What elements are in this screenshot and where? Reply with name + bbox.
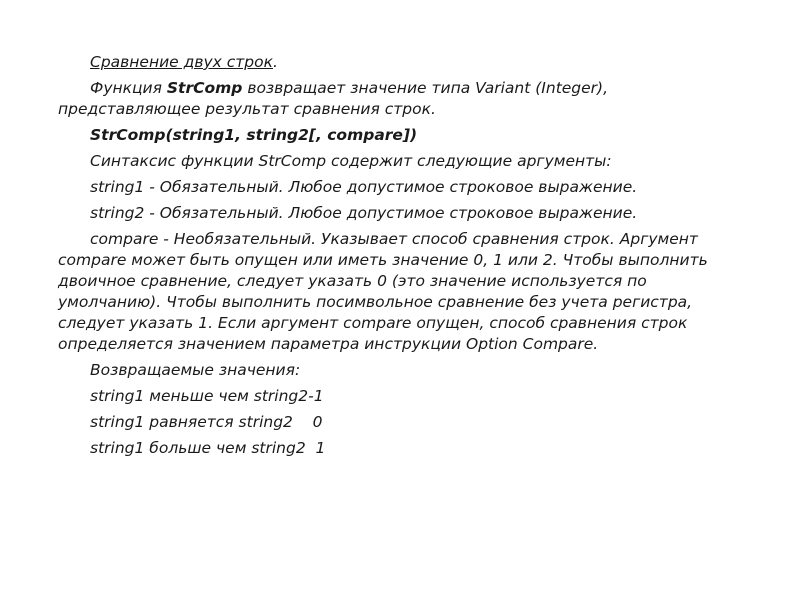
return-equal: string1 равняется string2 0 <box>90 413 323 431</box>
arguments-intro: Синтаксис функции StrComp содержит следующие аргументы: <box>90 152 612 170</box>
argument-string2: string2 - Обязательный. Любое допустимое строковое выражение. <box>90 204 638 222</box>
function-name: StrComp <box>166 79 243 97</box>
heading <box>58 52 748 73</box>
return-greater: string1 больше чем string2 1 <box>90 439 326 457</box>
argument-string1: string1 - Обязательный. Любое допустимое строковое выражение. <box>90 178 638 196</box>
return-less: string1 меньше чем string2-1 <box>90 387 324 405</box>
heading-text: Сравнение двух строк <box>90 53 273 71</box>
syntax-line: StrComp(string1, string2[, compare]) <box>90 126 418 144</box>
paragraph-description <box>58 78 748 120</box>
returns-title: Возвращаемые значения: <box>90 361 301 379</box>
description-rest: возвращает значение типа Variant (Integer), представляющее результат сравнения строк. <box>58 79 609 118</box>
description-prefix: Функция <box>90 79 167 97</box>
argument-compare: compare - Необязательный. Указывает способ сравнения строк. Аргумент compare может быть опущен или иметь значение 0, 1 или 2. Чтобы выполнить двоичное сравнение, следует указать 0 (это значение используется по умолчанию). Чтобы выполнить посимвольное сравнение без учета регистра, следует указать 1. Если аргумент compare опущен, способ сравнения строк определяется значением параметра инструкции Option Compare. <box>58 230 708 353</box>
document-body <box>58 52 748 464</box>
heading-dot: . <box>273 53 278 71</box>
